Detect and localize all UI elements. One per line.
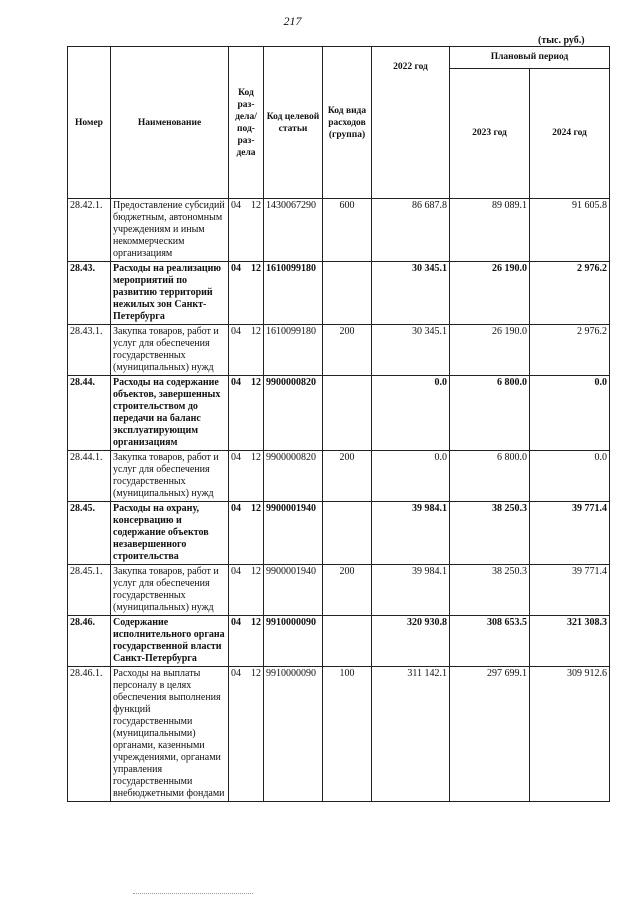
razdel-code: 04 (231, 263, 241, 274)
cell-name: Закупка товаров, работ и услуг для обеспечения государственных (муниципальных) нужд (111, 451, 229, 502)
cell-celevaya: 9900001940 (264, 565, 323, 616)
razdel-code: 04 (231, 377, 241, 388)
cell-2024: 321 308.3 (530, 616, 610, 667)
cell-nomer: 28.43. (68, 262, 111, 325)
cell-2023: 38 250.3 (450, 565, 530, 616)
cell-razdel (229, 376, 264, 451)
cell-2022: 0.0 (372, 451, 450, 502)
podrazdel-code: 12 (251, 377, 261, 388)
cell-nomer: 28.46.1. (68, 667, 111, 802)
cell-vid (323, 502, 372, 565)
cell-vid: 600 (323, 199, 372, 262)
cell-2023: 26 190.0 (450, 262, 530, 325)
razdel-code: 04 (231, 326, 241, 337)
podrazdel-code: 12 (251, 452, 261, 463)
cell-vid (323, 376, 372, 451)
cell-razdel (229, 565, 264, 616)
cell-vid: 200 (323, 451, 372, 502)
cell-2022: 39 984.1 (372, 565, 450, 616)
podrazdel-code: 12 (251, 503, 261, 514)
cell-vid (323, 616, 372, 667)
header-planovy-period: Плановый период (450, 47, 610, 69)
header-2023: 2023 год (450, 68, 530, 198)
cell-razdel (229, 451, 264, 502)
cell-nomer: 28.44.1. (68, 451, 111, 502)
cell-celevaya: 9910000090 (264, 616, 323, 667)
cell-razdel (229, 616, 264, 667)
cell-2022: 86 687.8 (372, 199, 450, 262)
cell-celevaya: 1430067290 (264, 199, 323, 262)
header-naimenovanie: Наименование (111, 47, 229, 199)
cell-2023: 89 089.1 (450, 199, 530, 262)
cell-2024: 2 976.2 (530, 325, 610, 376)
cell-2022: 39 984.1 (372, 502, 450, 565)
cell-celevaya: 9900001940 (264, 502, 323, 565)
cell-2022: 30 345.1 (372, 325, 450, 376)
cell-razdel (229, 667, 264, 802)
cell-2022: 0.0 (372, 376, 450, 451)
table-row (68, 565, 610, 616)
header-nomer: Номер (68, 47, 111, 199)
cell-celevaya: 9910000090 (264, 667, 323, 802)
cell-2022: 30 345.1 (372, 262, 450, 325)
header-kod-razdela: Код раз-дела/ под-раз-дела (229, 47, 264, 199)
cell-name: Расходы на выплаты персоналу в целях обеспечения выполнения функций государственными (муниципальными) органами, казенными учреждениями, органами управления государственными внебюджетными фондами (111, 667, 229, 802)
cell-name: Закупка товаров, работ и услуг для обеспечения государственных (муниципальных) нужд (111, 565, 229, 616)
cell-2022: 320 930.8 (372, 616, 450, 667)
cell-2024: 39 771.4 (530, 565, 610, 616)
cell-nomer: 28.43.1. (68, 325, 111, 376)
table-row (68, 262, 610, 325)
cell-vid: 100 (323, 667, 372, 802)
cell-2022: 311 142.1 (372, 667, 450, 802)
cell-name: Содержание исполнительного органа государственной власти Санкт-Петербурга (111, 616, 229, 667)
podrazdel-code: 12 (251, 263, 261, 274)
header-kod-vida-rashodov: Код вида расходов (группа) (323, 47, 372, 199)
razdel-code: 04 (231, 668, 241, 679)
header-2024: 2024 год (530, 68, 610, 198)
cell-2024: 39 771.4 (530, 502, 610, 565)
cell-nomer: 28.45.1. (68, 565, 111, 616)
cell-2023: 38 250.3 (450, 502, 530, 565)
units-label: (тыс. руб.) (538, 35, 585, 46)
table-row (68, 199, 610, 262)
razdel-code: 04 (231, 566, 241, 577)
cell-nomer: 28.45. (68, 502, 111, 565)
razdel-code: 04 (231, 503, 241, 514)
page-number: 217 (283, 14, 302, 28)
cell-razdel (229, 502, 264, 565)
cell-2023: 297 699.1 (450, 667, 530, 802)
cell-name: Расходы на содержание объектов, завершенных строительством до передачи на баланс эксплуатирующим организациям (111, 376, 229, 451)
cell-celevaya: 9900000820 (264, 376, 323, 451)
cell-2024: 2 976.2 (530, 262, 610, 325)
cell-name: Предоставление субсидий бюджетным, автономным учреждениям и иным некоммерческим организациям (111, 199, 229, 262)
razdel-code: 04 (231, 617, 241, 628)
cell-razdel (229, 325, 264, 376)
cell-razdel (229, 199, 264, 262)
cell-nomer: 28.44. (68, 376, 111, 451)
cell-vid (323, 262, 372, 325)
cell-2024: 91 605.8 (530, 199, 610, 262)
budget-table (67, 46, 610, 802)
cell-celevaya: 1610099180 (264, 325, 323, 376)
razdel-code: 04 (231, 200, 241, 211)
cell-razdel (229, 262, 264, 325)
cell-name: Расходы на охрану, консервацию и содержание объектов незавершенного строительства (111, 502, 229, 565)
cell-2024: 309 912.6 (530, 667, 610, 802)
podrazdel-code: 12 (251, 617, 261, 628)
cell-nomer: 28.46. (68, 616, 111, 667)
table-body (68, 199, 610, 802)
razdel-code: 04 (231, 452, 241, 463)
cell-2023: 308 653.5 (450, 616, 530, 667)
cell-2024: 0.0 (530, 376, 610, 451)
table-row (68, 376, 610, 451)
cell-celevaya: 9900000820 (264, 451, 323, 502)
cell-name: Закупка товаров, работ и услуг для обеспечения государственных (муниципальных) нужд (111, 325, 229, 376)
table-row (68, 667, 610, 802)
podrazdel-code: 12 (251, 200, 261, 211)
podrazdel-code: 12 (251, 566, 261, 577)
cell-vid: 200 (323, 325, 372, 376)
header-kod-celevoy-stati: Код целевой статьи (264, 47, 323, 199)
cell-2023: 6 800.0 (450, 451, 530, 502)
podrazdel-code: 12 (251, 668, 261, 679)
table-row (68, 616, 610, 667)
cell-name: Расходы на реализацию мероприятий по развитию территорий нежилых зон Санкт-Петербурга (111, 262, 229, 325)
table-row (68, 325, 610, 376)
cell-nomer: 28.42.1. (68, 199, 111, 262)
podrazdel-code: 12 (251, 326, 261, 337)
table-row (68, 502, 610, 565)
cell-2023: 6 800.0 (450, 376, 530, 451)
cell-celevaya: 1610099180 (264, 262, 323, 325)
cell-2024: 0.0 (530, 451, 610, 502)
table-row (68, 451, 610, 502)
footer-mark (133, 893, 253, 896)
cell-vid: 200 (323, 565, 372, 616)
header-2022: 2022 год (372, 47, 450, 199)
cell-2023: 26 190.0 (450, 325, 530, 376)
